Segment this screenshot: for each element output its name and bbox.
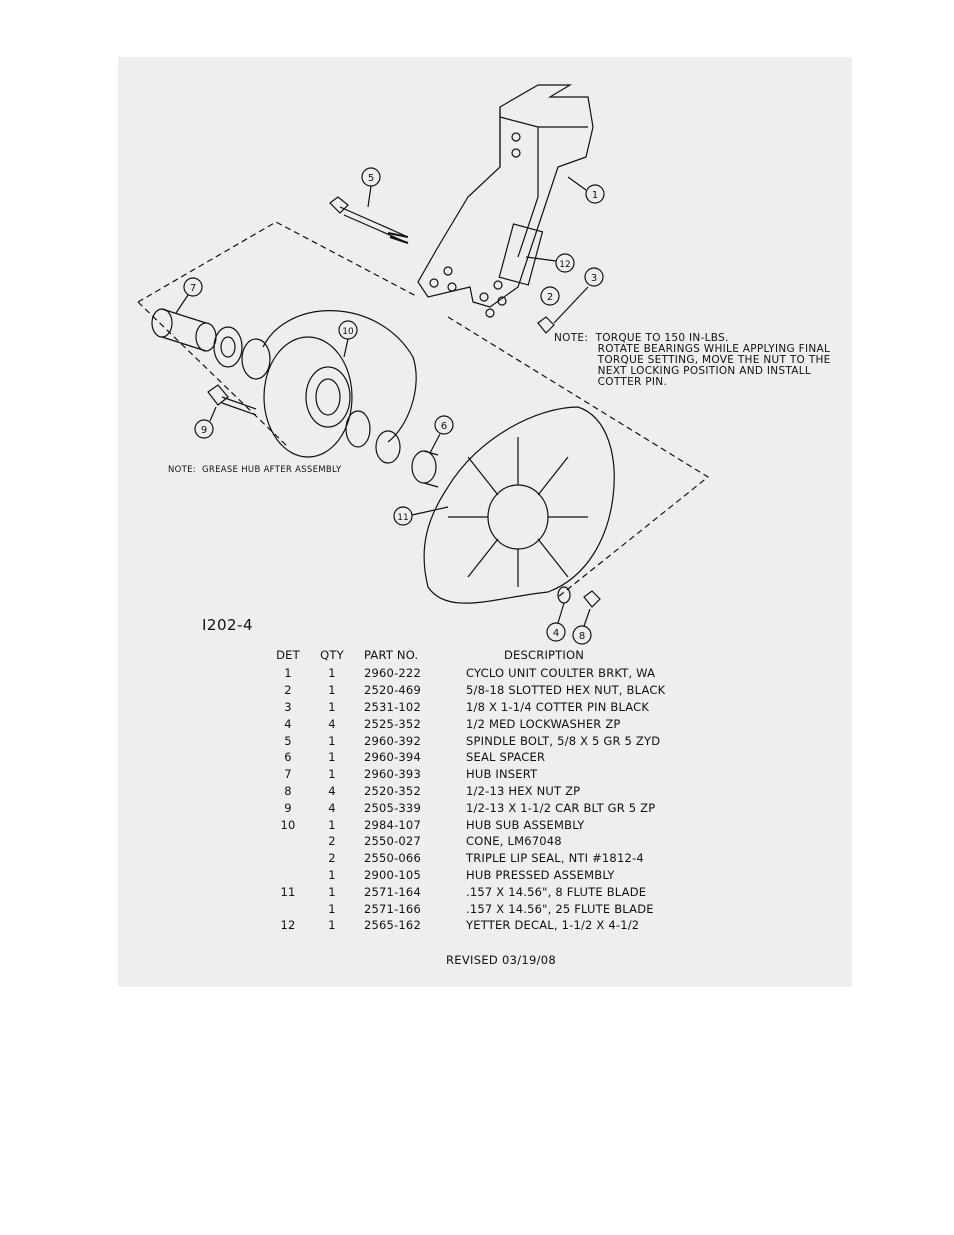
cell-det [268, 833, 308, 850]
cell-det [268, 900, 308, 917]
svg-text:4: 4 [552, 628, 560, 639]
cell-part: 2984-107 [364, 817, 421, 832]
cell-desc: .157 X 14.56", 8 FLUTE BLADE [466, 884, 647, 899]
cell-qty: 1 [328, 699, 336, 714]
header-det: DET [276, 648, 300, 662]
cell-part: 2960-394 [364, 750, 421, 765]
cell-qty: 4 [328, 800, 336, 815]
cell-qty: 2 [328, 834, 336, 849]
bearing-cone [214, 327, 270, 379]
cell-det: 8 [284, 783, 292, 798]
cell-part: 2505-339 [364, 800, 421, 815]
cell-qty: 1 [328, 733, 336, 748]
cell-desc: .157 X 14.56", 25 FLUTE BLADE [466, 901, 654, 916]
cell-qty: 2 [328, 851, 336, 866]
svg-text:5: 5 [367, 173, 375, 184]
cell-det: 4 [284, 716, 292, 731]
callout-3 [585, 268, 603, 286]
header-part-no: PART NO. [364, 648, 419, 662]
svg-text:7: 7 [189, 283, 197, 294]
coulter-bracket [418, 85, 593, 317]
slotted-nut-cotter-pin [538, 287, 588, 333]
revision-date: REVISED 03/19/08 [446, 953, 557, 967]
header-description: DESCRIPTION [504, 648, 585, 662]
svg-text:6: 6 [440, 421, 448, 432]
cell-part: 2900-105 [364, 867, 421, 882]
parts-table [268, 645, 828, 934]
svg-text:2: 2 [546, 292, 554, 303]
callout-9 [195, 407, 216, 438]
cell-qty: 1 [328, 817, 336, 832]
cell-det: 11 [280, 884, 296, 899]
table-row [268, 699, 828, 716]
cell-qty: 1 [328, 683, 336, 698]
cell-desc: TRIPLE LIP SEAL, NTI #1812-4 [466, 851, 644, 866]
svg-text:8: 8 [578, 631, 586, 642]
cell-part: 2565-162 [364, 918, 421, 933]
cell-qty: 1 [328, 884, 336, 899]
table-row [268, 850, 828, 867]
cell-desc: SEAL SPACER [466, 750, 546, 765]
callout-10 [339, 321, 357, 357]
cell-desc: 1/8 X 1-1/4 COTTER PIN BLACK [466, 699, 650, 714]
cell-qty: 1 [328, 867, 336, 882]
callout-6 [430, 416, 453, 453]
cell-desc: 1/2 MED LOCKWASHER ZP [466, 716, 621, 731]
callout-11 [394, 507, 448, 525]
cell-det: 1 [284, 666, 292, 681]
cell-det: 7 [284, 767, 292, 782]
cell-part: 2960-222 [364, 666, 421, 681]
cell-qty: 1 [328, 918, 336, 933]
drawing-sheet [118, 57, 852, 987]
table-row [268, 766, 828, 783]
cell-qty: 1 [328, 666, 336, 681]
cell-desc: HUB PRESSED ASSEMBLY [466, 867, 615, 882]
torque-note: NOTE: TORQUE TO 150 IN-LBS. ROTATE BEARINGS WHILE APPLYING FINAL TORQUE SETTING, MOVE THE NUT TO THE NEXT LOCKING POSITION AND INSTALL COTTER PIN. [554, 332, 831, 388]
cell-qty: 4 [328, 783, 336, 798]
cell-desc: 1/2-13 X 1-1/2 CAR BLT GR 5 ZP [466, 800, 656, 815]
cell-desc: CYCLO UNIT COULTER BRKT, WA [466, 666, 656, 681]
cell-det [268, 867, 308, 884]
cell-part: 2571-166 [364, 901, 421, 916]
cell-det: 6 [284, 750, 292, 765]
cell-part: 2520-352 [364, 783, 421, 798]
table-row [268, 749, 828, 766]
coulter-blade [424, 407, 614, 603]
table-row [268, 682, 828, 699]
callout-1 [568, 177, 604, 203]
cell-det: 12 [280, 918, 296, 933]
svg-text:12: 12 [559, 260, 571, 270]
cell-part: 2531-102 [364, 699, 421, 714]
cell-part: 2520-469 [364, 683, 421, 698]
svg-text:9: 9 [200, 425, 208, 436]
callout-5 [362, 168, 380, 207]
carriage-bolt [208, 385, 256, 415]
cell-det: 2 [284, 683, 292, 698]
svg-text:1: 1 [591, 190, 599, 201]
table-row [268, 715, 828, 732]
table-row [268, 783, 828, 800]
cell-det: 10 [280, 817, 296, 832]
cell-desc: HUB INSERT [466, 767, 538, 782]
header-qty: QTY [320, 648, 344, 662]
callout-2 [541, 287, 559, 305]
table-row [268, 799, 828, 816]
cell-part: 2525-352 [364, 716, 421, 731]
cell-det: 9 [284, 800, 292, 815]
seal-spacer [412, 451, 438, 487]
cell-desc: YETTER DECAL, 1-1/2 X 4-1/2 [466, 918, 640, 933]
cell-part: 2960-392 [364, 733, 421, 748]
table-row [268, 883, 828, 900]
cell-det: 3 [284, 699, 292, 714]
callout-12 [526, 254, 574, 272]
table-row [268, 665, 828, 682]
cell-part: 2550-027 [364, 834, 421, 849]
cell-desc: 1/2-13 HEX NUT ZP [466, 783, 581, 798]
cell-part: 2550-066 [364, 851, 421, 866]
cell-desc: HUB SUB ASSEMBLY [466, 817, 585, 832]
cell-part: 2960-393 [364, 767, 421, 782]
cell-qty: 4 [328, 716, 336, 731]
table-row [268, 900, 828, 917]
grease-note: NOTE: GREASE HUB AFTER ASSEMBLY [168, 465, 342, 475]
cell-det [268, 850, 308, 867]
table-row [268, 816, 828, 833]
hub-insert [152, 309, 216, 351]
cell-desc: 5/8-18 SLOTTED HEX NUT, BLACK [466, 683, 666, 698]
cell-qty: 1 [328, 901, 336, 916]
svg-text:11: 11 [397, 513, 409, 523]
table-row [268, 732, 828, 749]
figure-number: I202-4 [202, 616, 254, 634]
cell-qty: 1 [328, 767, 336, 782]
table-row [268, 917, 828, 934]
callout-4 [547, 603, 565, 641]
svg-text:3: 3 [590, 273, 598, 284]
table-row [268, 867, 828, 884]
cell-qty: 1 [328, 750, 336, 765]
table-row [268, 833, 828, 850]
callout-8 [573, 609, 591, 644]
callout-7 [176, 278, 202, 313]
cell-desc: SPINDLE BOLT, 5/8 X 5 GR 5 ZYD [466, 733, 661, 748]
cell-part: 2571-164 [364, 884, 421, 899]
cell-det: 5 [284, 733, 292, 748]
parts-table-header [268, 645, 828, 665]
cell-desc: CONE, LM67048 [466, 834, 562, 849]
svg-text:10: 10 [342, 327, 354, 337]
